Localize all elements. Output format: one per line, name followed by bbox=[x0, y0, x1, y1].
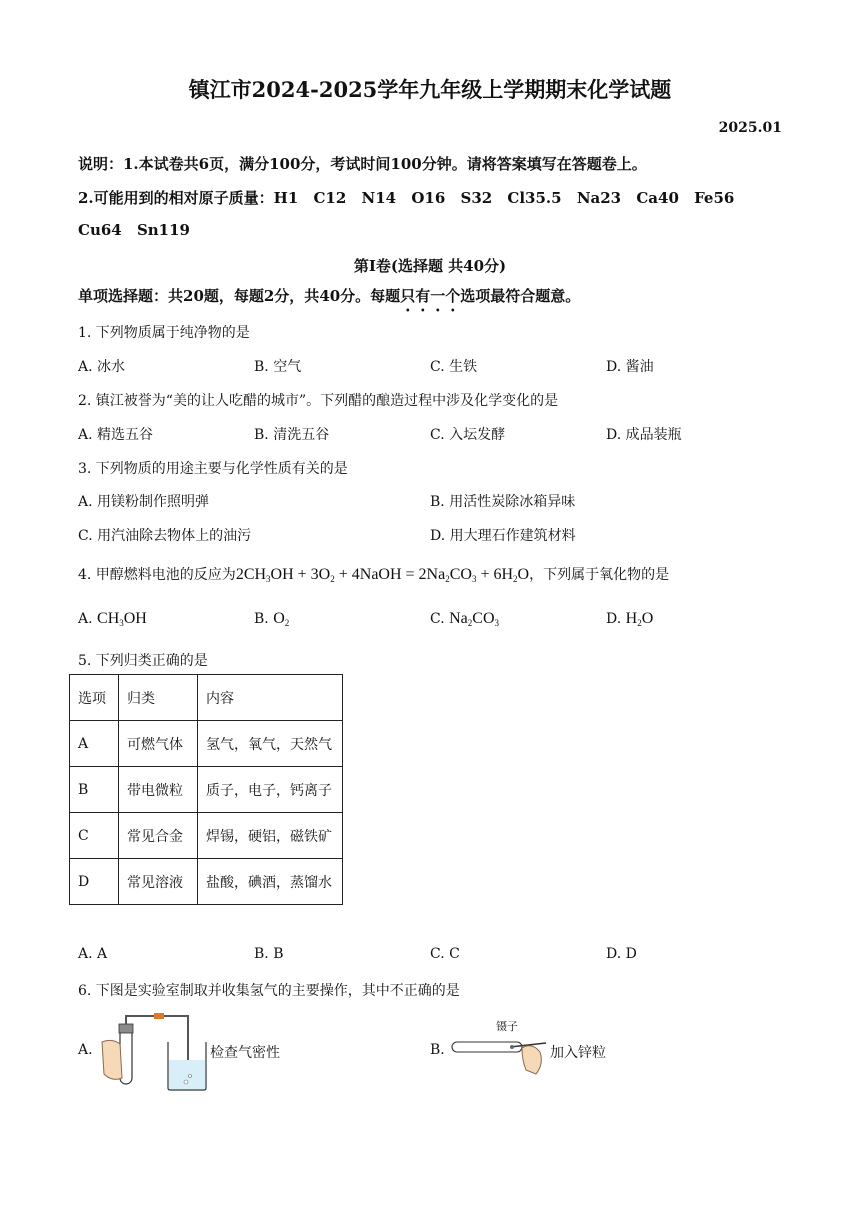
q4-option-a: A. $CH_3OH$ bbox=[78, 610, 147, 628]
q4-option-d: D. $H_2O$ bbox=[606, 610, 654, 628]
q4-stem-pre: 4. 甲醇燃料电池的反应为 bbox=[78, 567, 236, 583]
airtightness-check-figure bbox=[98, 1008, 210, 1094]
table-cell: 质子，电子，钙离子 bbox=[198, 767, 343, 813]
q6-stem: 6. 下图是实验室制取并收集氢气的主要操作，其中不正确的是 bbox=[78, 983, 460, 999]
q3-option-d: D. 用大理石作建筑材料 bbox=[430, 528, 576, 544]
q2-stem: 2. 镇江被誉为“美的让人吃醋的城市”。下列醋的酿造过程中涉及化学变化的是 bbox=[78, 393, 559, 409]
q4-stem-post: ，下列属于氧化物的是 bbox=[529, 567, 670, 583]
q1-option-d: D. 酱油 bbox=[606, 359, 654, 375]
section-instruction bbox=[78, 285, 580, 315]
table-cell: 可燃气体 bbox=[119, 721, 198, 767]
table-cell: D bbox=[70, 859, 119, 905]
table-row bbox=[70, 859, 343, 905]
exam-title: 镇江市2024-2025学年九年级上学期期末化学试题 bbox=[188, 77, 672, 102]
q5-option-a: A. A bbox=[78, 946, 108, 962]
q2-option-d: D. 成品装瓶 bbox=[606, 427, 682, 443]
q2-option-b: B. 清洗五谷 bbox=[254, 427, 330, 443]
q5-option-b: B. B bbox=[254, 946, 284, 962]
q6-option-a-label: A. bbox=[78, 1042, 93, 1058]
q4-option-b: B. $O_2$ bbox=[254, 610, 290, 628]
q3-option-b: B. 用活性炭除冰箱异味 bbox=[430, 494, 576, 510]
q6-option-b-label: B. bbox=[430, 1042, 445, 1058]
q3-option-a: A. 用镁粉制作照明弹 bbox=[78, 494, 210, 510]
note-line-1: 说明：1.本试卷共6页，满分100分，考试时间100分钟。请将答案填写在答题卷上。 bbox=[78, 155, 647, 173]
note-line-2: 2.可能用到的相对原子质量：H1 C12 N14 O16 S32 Cl35.5 Na23 Ca40 Fe56 bbox=[78, 189, 735, 207]
note-line-3: Cu64 Sn119 bbox=[78, 221, 190, 239]
instruction-post: 选项最符合题意。 bbox=[460, 287, 581, 305]
q5-option-d: D. D bbox=[606, 946, 637, 962]
q1-option-c: C. 生铁 bbox=[430, 359, 478, 375]
q6-option-a-caption: 检查气密性 bbox=[210, 1045, 280, 1061]
q3-option-c: C. 用汽油除去物体上的油污 bbox=[78, 528, 252, 544]
q3-stem: 3. 下列物质的用途主要与化学性质有关的是 bbox=[78, 461, 348, 477]
table-cell: 氢气，氧气，天然气 bbox=[198, 721, 343, 767]
instruction-pre: 单项选择题：共20题，每题2分，共40分。每题 bbox=[78, 287, 401, 305]
table-header-cell: 内容 bbox=[198, 675, 343, 721]
table-cell: 盐酸，碘酒，蒸馏水 bbox=[198, 859, 343, 905]
q1-option-a: A. 冰水 bbox=[78, 359, 126, 375]
table-row bbox=[70, 813, 343, 859]
table-row bbox=[70, 721, 343, 767]
table-header-row bbox=[70, 675, 343, 721]
table-header-cell: 归类 bbox=[119, 675, 198, 721]
q4-stem bbox=[78, 564, 669, 584]
q1-stem: 1. 下列物质属于纯净物的是 bbox=[78, 325, 250, 341]
table-cell: B bbox=[70, 767, 119, 813]
exam-date: 2025.01 bbox=[718, 120, 782, 136]
tweezers-label: 镊子 bbox=[496, 1020, 518, 1033]
q2-option-a: A. 精选五谷 bbox=[78, 427, 154, 443]
table-cell: 焊锡，硬铝，磁铁矿 bbox=[198, 813, 343, 859]
q6-option-b-caption: 加入锌粒 bbox=[550, 1045, 606, 1061]
table-cell: C bbox=[70, 813, 119, 859]
q4-option-c: C. $Na_2CO_3$ bbox=[430, 610, 500, 628]
table-cell: 带电微粒 bbox=[119, 767, 198, 813]
table-cell: 常见合金 bbox=[119, 813, 198, 859]
table-cell: A bbox=[70, 721, 119, 767]
table-cell: 常见溶液 bbox=[119, 859, 198, 905]
q5-stem: 5. 下列归类正确的是 bbox=[78, 653, 208, 669]
section-title: 第I卷(选择题 共40分) bbox=[353, 257, 507, 275]
q2-option-c: C. 入坛发酵 bbox=[430, 427, 506, 443]
classification-table bbox=[69, 674, 343, 905]
add-zinc-figure bbox=[450, 1030, 550, 1080]
table-row bbox=[70, 767, 343, 813]
q5-option-c: C. C bbox=[430, 946, 460, 962]
instruction-emphasis: 只有一个 bbox=[400, 287, 461, 305]
q4-equation: $2CH_3OH + 3O_2$ + 4NaOH = $2Na_2CO_3 + 6H_2O$ bbox=[235, 566, 530, 584]
table-header-cell: 选项 bbox=[70, 675, 119, 721]
q1-option-b: B. 空气 bbox=[254, 359, 302, 375]
